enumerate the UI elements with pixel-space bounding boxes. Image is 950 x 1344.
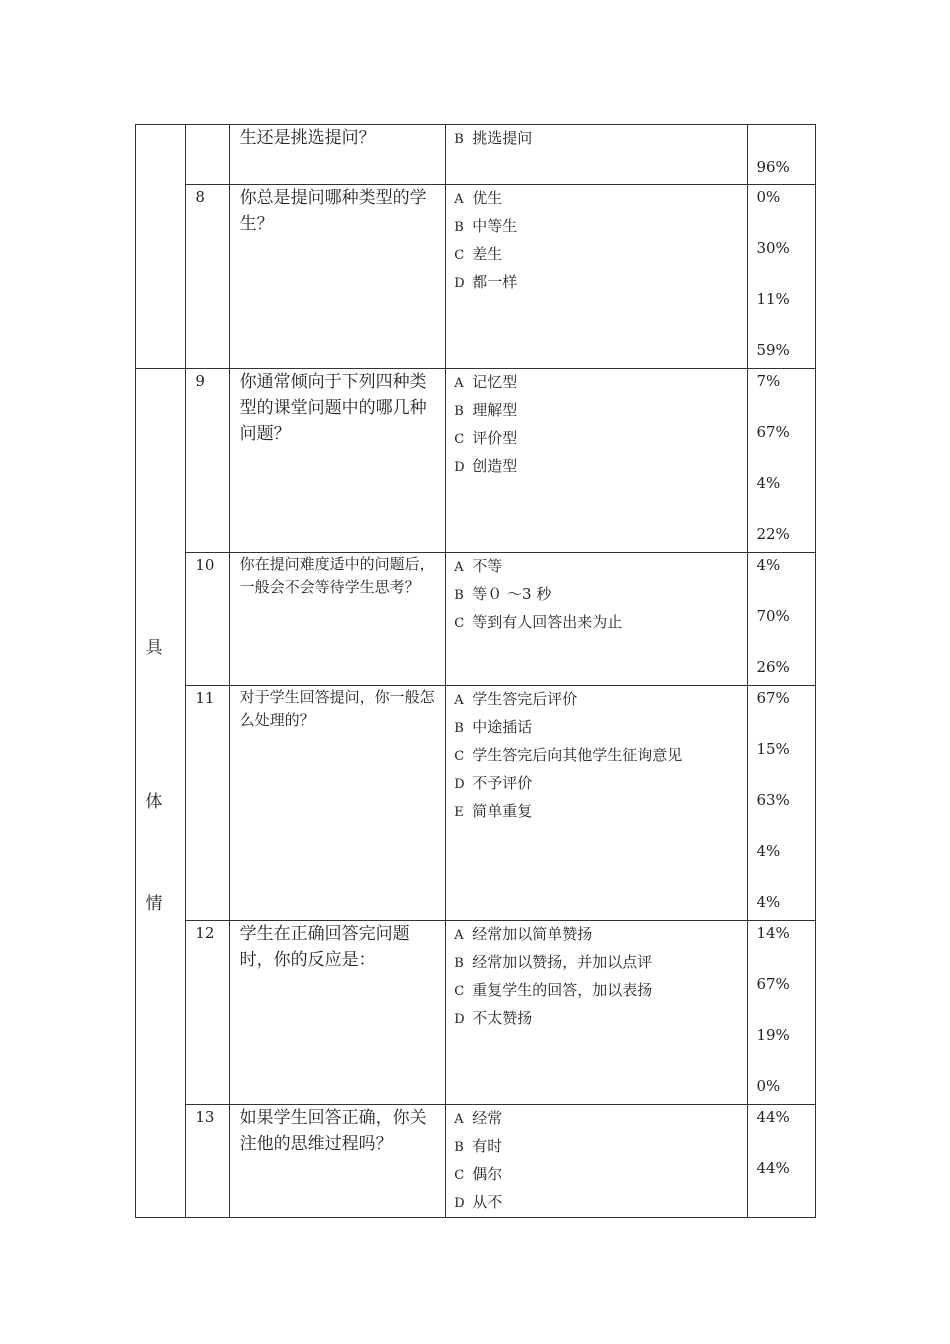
option-item: B 理解型 (454, 401, 518, 419)
option-item: C 学生答完后向其他学生征询意见 (454, 746, 683, 764)
percent-cell: 4% 70% 26% (748, 553, 816, 686)
option-item: D 不太赞扬 (454, 1009, 533, 1027)
percent-cell: 0% 30% 11% 59% (748, 185, 816, 369)
question-text: 你总是提问哪种类型的学生？ (229, 185, 446, 369)
table-row (136, 1105, 816, 1218)
percent-cell: 67% 15% 63% 4% 4% (748, 686, 816, 921)
question-number (186, 125, 229, 185)
option-item: D 不予评价 (454, 774, 533, 792)
options-cell (446, 125, 748, 185)
options-cell (446, 921, 748, 1105)
option-item: D 都一样 (454, 273, 518, 291)
option-item: A 不等 (454, 557, 503, 575)
option-item: C 评价型 (454, 429, 518, 447)
question-text: 生还是挑选提问？ (229, 125, 446, 185)
question-text: 如果学生回答正确，你关注他的思维过程吗？ (229, 1105, 446, 1218)
question-number: 13 (186, 1105, 229, 1218)
table-row (136, 553, 816, 686)
option-item: C 重复学生的回答，加以表扬 (454, 981, 653, 999)
option-item: A 记忆型 (454, 373, 518, 391)
category-cell (136, 369, 186, 1218)
options-cell (446, 686, 748, 921)
question-text: 你通常倾向于下列四种类型的课堂问题中的哪几种问题？ (229, 369, 446, 553)
option-item: B 经常加以赞扬，并加以点评 (454, 953, 653, 971)
option-item: E 简单重复 (454, 802, 533, 820)
category-char: 体 (145, 791, 163, 812)
option-item: B 等０ ～3 秒 (454, 585, 552, 603)
options-cell (446, 1105, 748, 1218)
option-item: B 挑选提问 (454, 129, 533, 147)
option-item: B 中途插话 (454, 718, 533, 736)
question-number: 8 (186, 185, 229, 369)
question-number: 9 (186, 369, 229, 553)
question-text: 你在提问难度适中的问题后，一般会不会等待学生思考？ (229, 553, 446, 686)
option-item: C 等到有人回答出来为止 (454, 613, 623, 631)
percent-cell: 96% (748, 125, 816, 185)
option-item: D 从不 (454, 1193, 503, 1211)
table-row (136, 125, 816, 185)
category-cell (136, 125, 186, 369)
table-row (136, 369, 816, 553)
survey-table (135, 124, 816, 1218)
percent-cell: 7% 67% 4% 22% (748, 369, 816, 553)
option-item: A 学生答完后评价 (454, 690, 578, 708)
question-number: 10 (186, 553, 229, 686)
category-char: 具 (145, 637, 163, 658)
table-row (136, 686, 816, 921)
option-item: A 经常加以简单赞扬 (454, 925, 593, 943)
question-number: 11 (186, 686, 229, 921)
option-item: B 中等生 (454, 217, 518, 235)
option-item: A 经常 (454, 1109, 503, 1127)
option-item: C 差生 (454, 245, 503, 263)
category-char: 情 (145, 893, 163, 914)
question-number: 12 (186, 921, 229, 1105)
percent-cell: 44% 44% (748, 1105, 816, 1218)
options-cell (446, 369, 748, 553)
option-item: A 优生 (454, 189, 503, 207)
option-item: D 创造型 (454, 457, 518, 475)
question-text: 对于学生回答提问，你一般怎么处理的？ (229, 686, 446, 921)
percent-cell: 14% 67% 19% 0% (748, 921, 816, 1105)
option-item: B 有时 (454, 1137, 503, 1155)
question-text: 学生在正确回答完问题时，你的反应是： (229, 921, 446, 1105)
table-row (136, 921, 816, 1105)
table-row (136, 185, 816, 369)
options-cell (446, 185, 748, 369)
option-item: C 偶尔 (454, 1165, 503, 1183)
options-cell (446, 553, 748, 686)
